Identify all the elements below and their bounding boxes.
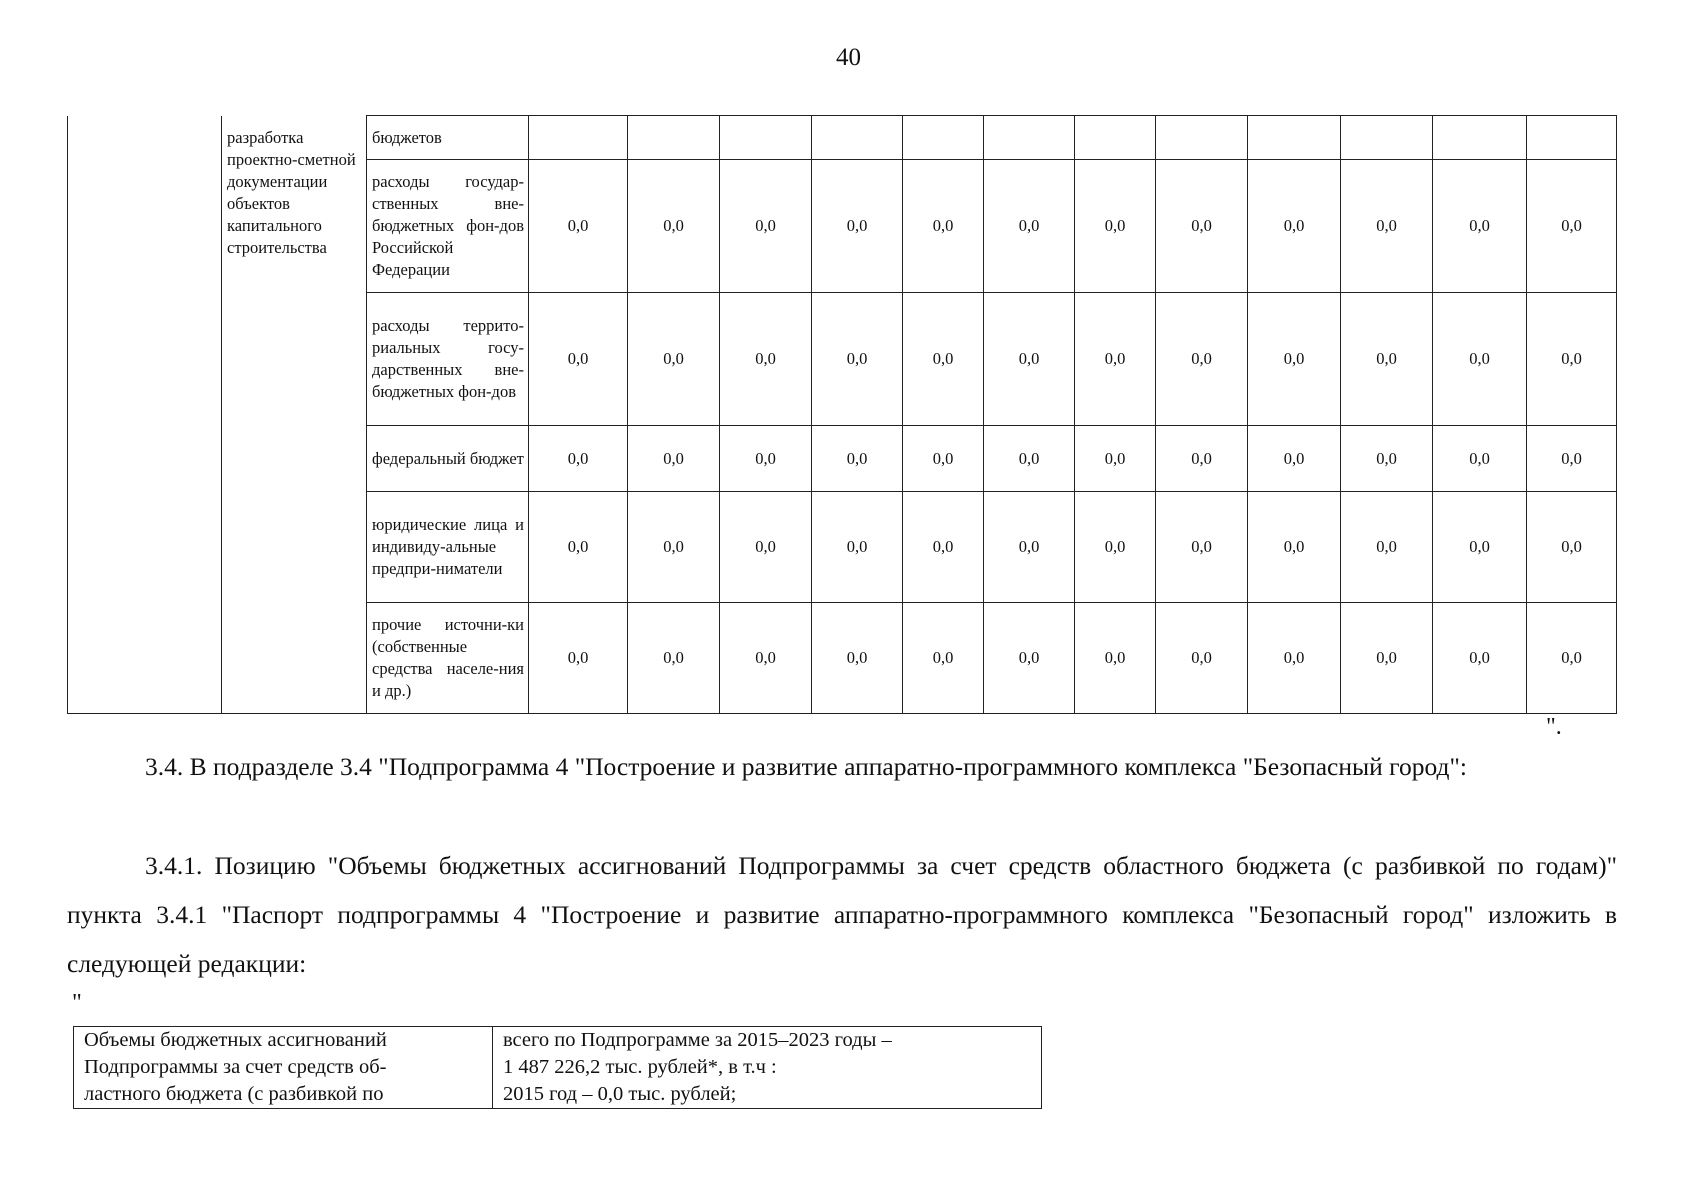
passport-label-cell: [74, 1027, 493, 1109]
value-cell: 0,0: [1527, 293, 1617, 426]
value-cell: 0,0: [1248, 293, 1341, 426]
page-number: 40: [836, 44, 861, 71]
value-cell: 0,0: [1248, 492, 1341, 603]
value-cell: 0,0: [984, 160, 1075, 293]
passport-value-cell: [493, 1027, 1042, 1109]
value-cell: 0,0: [1341, 426, 1433, 492]
value-cell: [903, 116, 984, 160]
value-cell: 0,0: [984, 603, 1075, 714]
value-cell: 0,0: [1156, 293, 1248, 426]
value-cell: 0,0: [1156, 160, 1248, 293]
value-cell: 0,0: [812, 603, 903, 714]
value-cell: 0,0: [529, 293, 628, 426]
value-cell: 0,0: [1075, 160, 1156, 293]
value-cell: 0,0: [628, 492, 720, 603]
value-cell: 0,0: [529, 492, 628, 603]
value-cell: [812, 116, 903, 160]
value-cell: [720, 116, 812, 160]
value-cell: 0,0: [812, 492, 903, 603]
value-cell: 0,0: [1341, 160, 1433, 293]
value-cell: 0,0: [720, 492, 812, 603]
value-cell: 0,0: [1433, 492, 1527, 603]
passport-table: [73, 1026, 1042, 1109]
value-cell: 0,0: [1075, 603, 1156, 714]
passport-label-line: Объемы бюджетных ассигнований: [84, 1029, 387, 1051]
value-cell: 0,0: [720, 160, 812, 293]
value-cell: 0,0: [1075, 426, 1156, 492]
value-cell: 0,0: [1433, 160, 1527, 293]
value-cell: 0,0: [529, 603, 628, 714]
passport-value-line: всего по Подпрограмме за 2015–2023 годы –: [503, 1029, 892, 1051]
value-cell: 0,0: [1527, 492, 1617, 603]
value-cell: 0,0: [1075, 492, 1156, 603]
table-cell-empty: [68, 116, 222, 714]
value-cell: 0,0: [529, 160, 628, 293]
value-cell: 0,0: [529, 426, 628, 492]
paragraph-3-4-1-text: 3.4.1. Позицию "Объемы бюджетных ассигнований Подпрограммы за счет средств областного бюджета (с разбивкой по годам)" пункта 3.4.1 "Паспорт подпрограммы 4 "Построение и развитие аппаратно-программного комплекса "Безопасный город" изложить в следующей редакции:: [67, 851, 1617, 978]
value-cell: 0,0: [1075, 293, 1156, 426]
value-cell: [1248, 116, 1341, 160]
value-cell: 0,0: [984, 426, 1075, 492]
value-cell: 0,0: [1433, 426, 1527, 492]
passport-row: [74, 1027, 1042, 1109]
value-cell: [1156, 116, 1248, 160]
funding-source-cell: федеральный бюджет: [367, 426, 529, 492]
value-cell: 0,0: [1341, 603, 1433, 714]
value-cell: 0,0: [1527, 160, 1617, 293]
paragraph-3-4: [67, 742, 1617, 791]
value-cell: 0,0: [1248, 160, 1341, 293]
funding-source-cell: юридические лица и индивиду-альные предпри-ниматели: [367, 492, 529, 603]
value-cell: 0,0: [1527, 603, 1617, 714]
value-cell: 0,0: [1156, 426, 1248, 492]
funding-source-cell: расходы террито-риальных госу-дарственных вне-бюджетных фон-дов: [367, 293, 529, 426]
value-cell: 0,0: [984, 293, 1075, 426]
funding-source-cell: расходы государ-ственных вне-бюджетных фон-дов Российской Федерации: [367, 160, 529, 293]
value-cell: 0,0: [984, 492, 1075, 603]
value-cell: 0,0: [1341, 293, 1433, 426]
funding-source-cell: прочие источни-ки (собственные средства населе-ния и др.): [367, 603, 529, 714]
paragraph-3-4-1: [67, 841, 1617, 988]
value-cell: [529, 116, 628, 160]
value-cell: 0,0: [903, 426, 984, 492]
value-cell: [628, 116, 720, 160]
value-cell: [1075, 116, 1156, 160]
value-cell: 0,0: [628, 160, 720, 293]
value-cell: 0,0: [1156, 492, 1248, 603]
value-cell: 0,0: [1248, 426, 1341, 492]
paragraph-3-4-text: 3.4. В подразделе 3.4 "Подпрограмма 4 "Построение и развитие аппаратно-программного комплекса "Безопасный город":: [145, 752, 1467, 781]
passport-value-line: 1 487 226,2 тыс. рублей*, в т.ч :: [503, 1056, 777, 1078]
value-cell: 0,0: [628, 293, 720, 426]
value-cell: 0,0: [720, 426, 812, 492]
passport-value-line: 2015 год – 0,0 тыс. рублей;: [503, 1083, 737, 1105]
value-cell: [1527, 116, 1617, 160]
value-cell: 0,0: [1433, 293, 1527, 426]
value-cell: 0,0: [628, 603, 720, 714]
value-cell: 0,0: [903, 603, 984, 714]
value-cell: [1433, 116, 1527, 160]
value-cell: 0,0: [1433, 603, 1527, 714]
value-cell: [984, 116, 1075, 160]
passport-label-line: Подпрограммы за счет средств об-: [84, 1056, 387, 1078]
value-cell: 0,0: [1341, 492, 1433, 603]
value-cell: 0,0: [903, 160, 984, 293]
table-row: [68, 116, 1617, 160]
value-cell: 0,0: [812, 293, 903, 426]
value-cell: 0,0: [903, 492, 984, 603]
closing-quote: ".: [1546, 714, 1562, 740]
funding-source-cell: бюджетов: [367, 116, 529, 160]
budget-table: [67, 115, 1617, 714]
value-cell: 0,0: [1156, 603, 1248, 714]
value-cell: 0,0: [812, 426, 903, 492]
value-cell: 0,0: [720, 293, 812, 426]
value-cell: 0,0: [628, 426, 720, 492]
passport-label-line: ластного бюджета (с разбивкой по: [84, 1083, 384, 1105]
value-cell: 0,0: [812, 160, 903, 293]
value-cell: [1341, 116, 1433, 160]
opening-quote: ": [72, 990, 82, 1016]
value-cell: 0,0: [720, 603, 812, 714]
budget-table-body: [68, 116, 1617, 714]
value-cell: 0,0: [1248, 603, 1341, 714]
value-cell: 0,0: [903, 293, 984, 426]
value-cell: 0,0: [1527, 426, 1617, 492]
activity-name-cell: разработка проектно-сметной документации объектов капитального строительства: [222, 116, 367, 714]
